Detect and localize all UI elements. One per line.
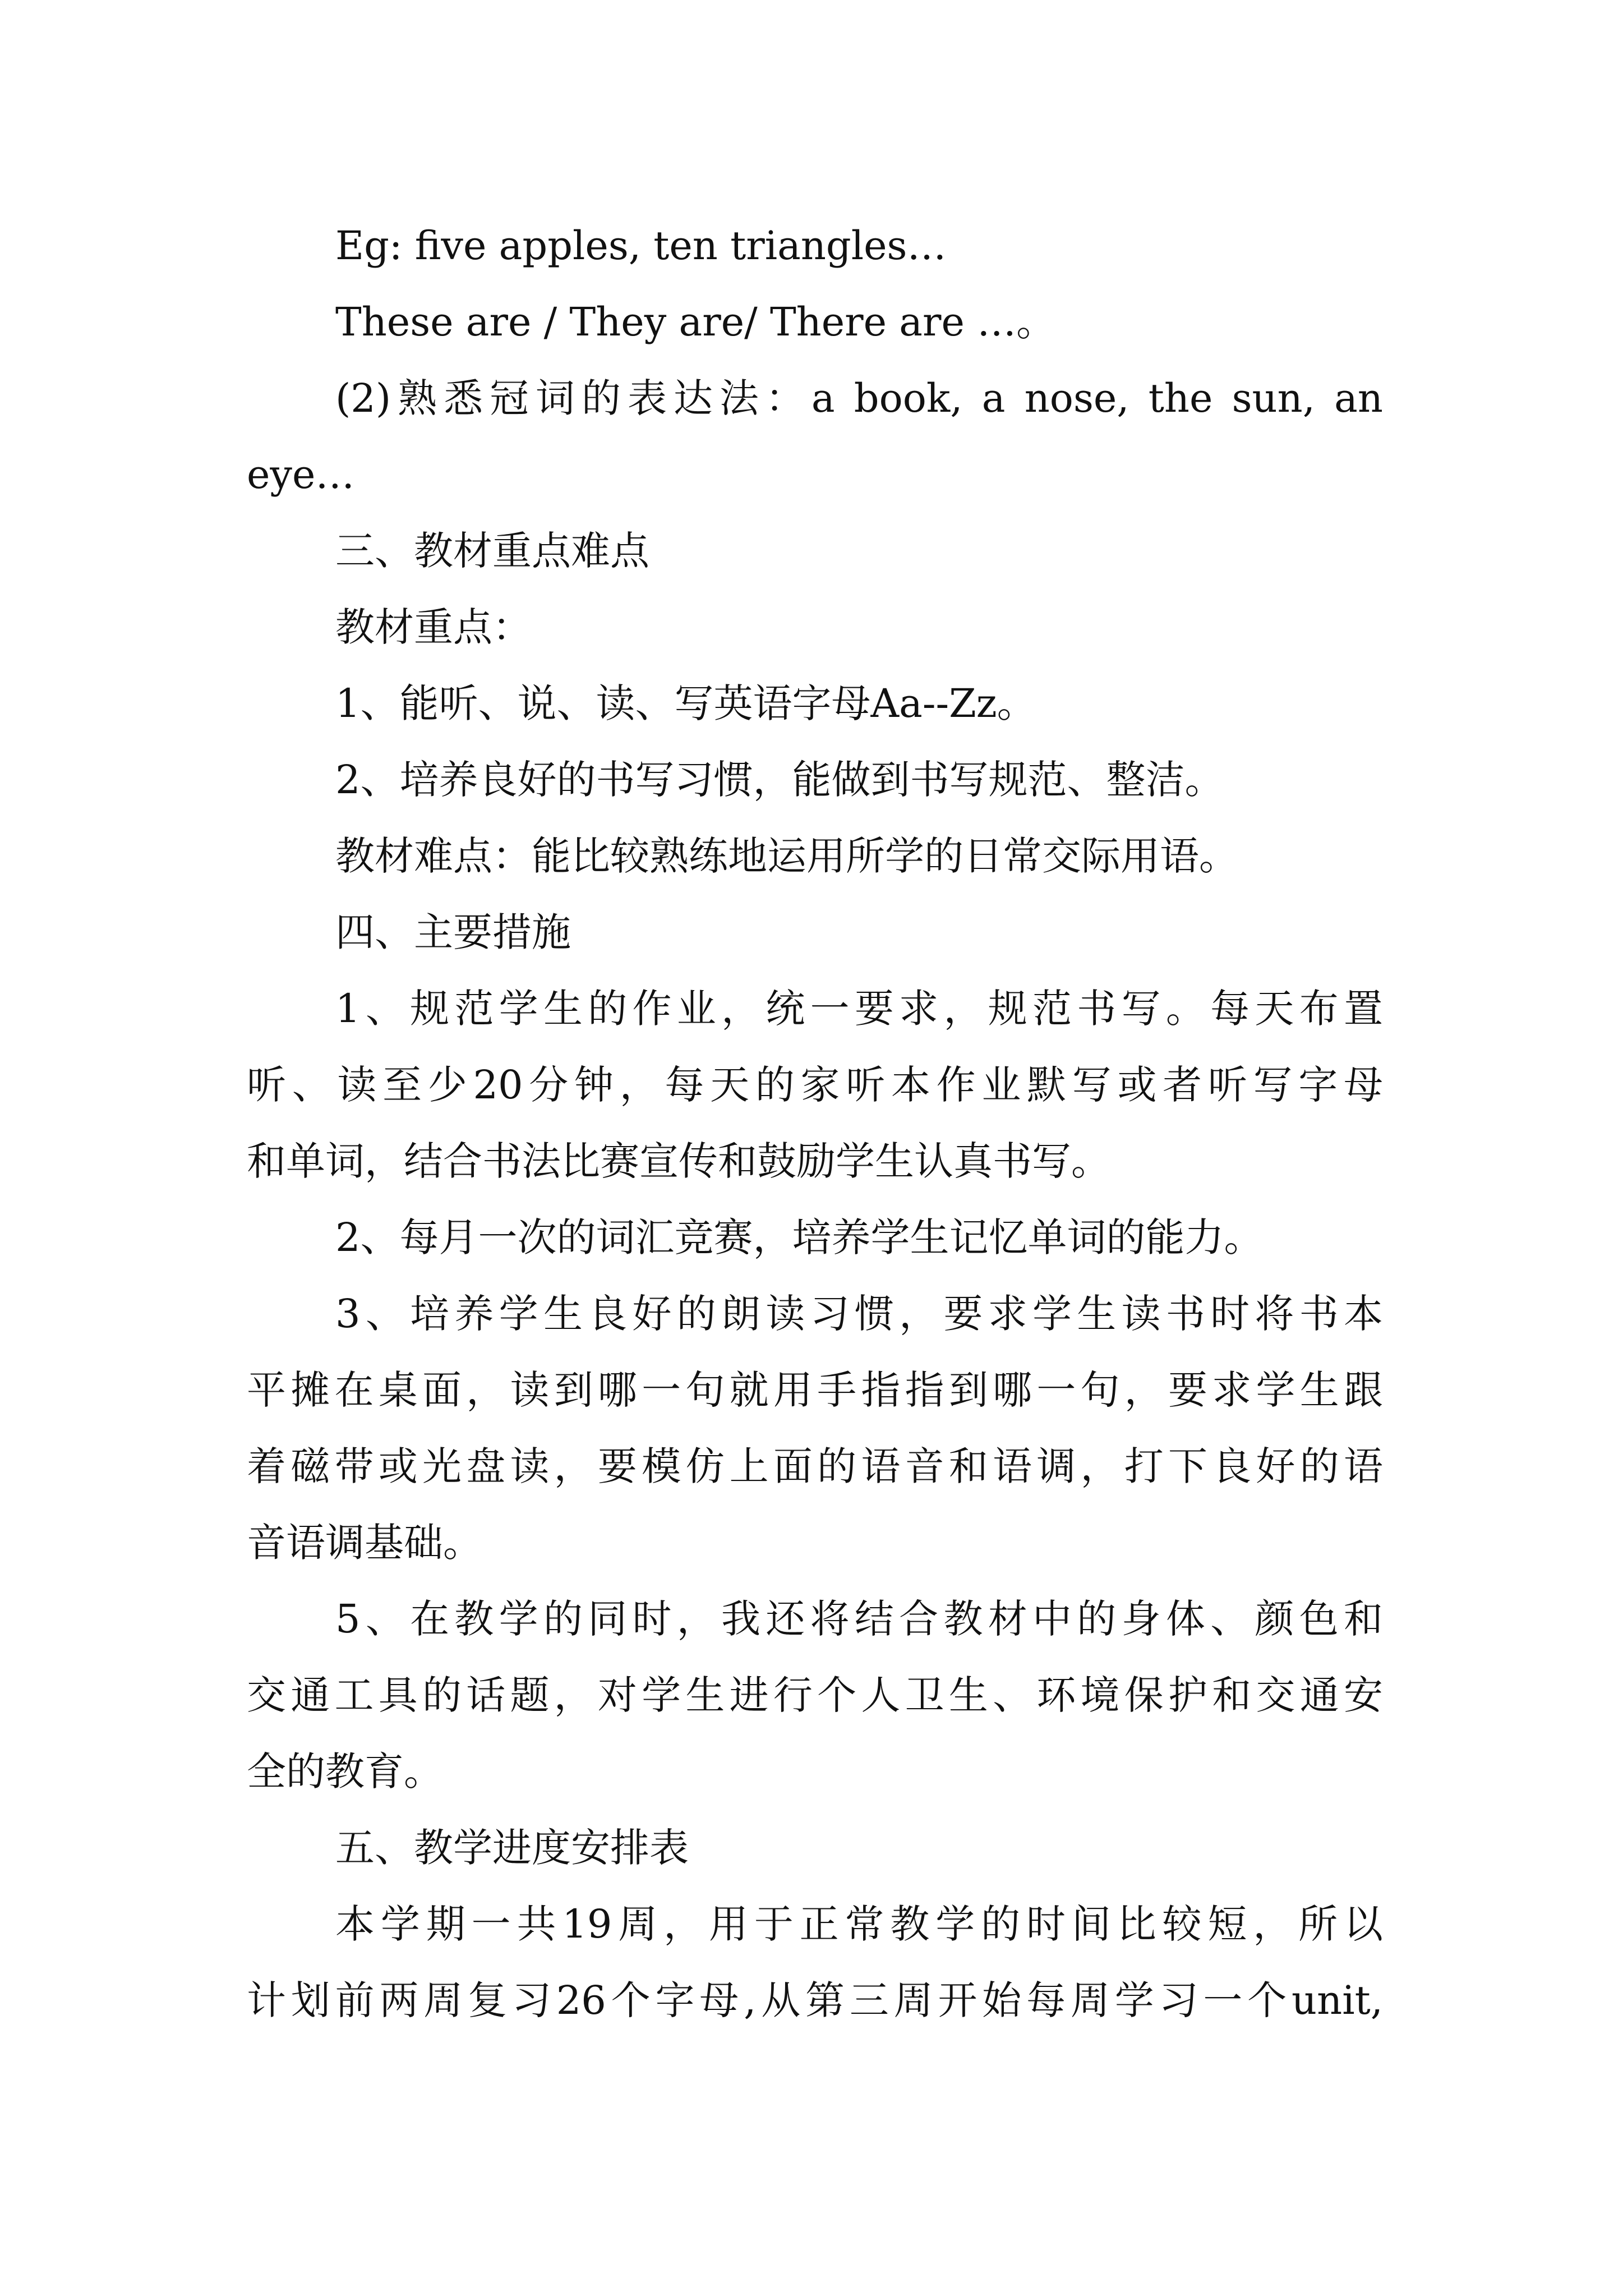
measure-3-line-2 xyxy=(0,1352,1623,1429)
text-line: 音语调基础。 xyxy=(247,1520,482,1566)
text-line: 全的教育。 xyxy=(247,1749,443,1795)
text-line: 1、能听、说、读、写英语字母Aa--Zz。 xyxy=(335,680,1036,726)
measure-3-line-4 xyxy=(0,1504,1623,1581)
text-line: 5、在教学的同时，我还将结合教材中的身体、颜色和 xyxy=(335,1596,1383,1642)
text-line: 1、规范学生的作业，统一要求，规范书写。每天布置 xyxy=(335,986,1383,1032)
measure-1-line-2 xyxy=(0,1047,1623,1124)
text-line: 2、培养良好的书写习惯，能做到书写规范、整洁。 xyxy=(335,757,1224,803)
articles-line xyxy=(0,360,1623,437)
difficult-points xyxy=(0,818,1623,895)
text-line: (2)熟悉冠词的表达法：a book, a nose, the sun, an xyxy=(335,375,1383,421)
text-line: These are / They are/ There are …。 xyxy=(335,299,1056,345)
measure-5-line-2 xyxy=(0,1657,1623,1734)
measure-1-line-3 xyxy=(0,1123,1623,1200)
key-point-2 xyxy=(0,742,1623,818)
text-line: eye… xyxy=(247,452,355,498)
section-heading: 三、教材重点难点 xyxy=(335,528,649,574)
text-line: 平摊在桌面，读到哪一句就用手指指到哪一句，要求学生跟 xyxy=(247,1367,1383,1413)
section-heading-4 xyxy=(0,894,1623,971)
section-heading-3 xyxy=(0,513,1623,590)
text-line: 听、读至少20分钟，每天的家听本作业默写或者听写字母 xyxy=(247,1062,1383,1108)
text-line: 3、培养学生良好的朗读习惯，要求学生读书时将书本 xyxy=(335,1291,1383,1337)
text-line: 本学期一共19周，用于正常教学的时间比较短，所以 xyxy=(335,1901,1383,1947)
measure-5-line-3 xyxy=(0,1733,1623,1810)
text-line: Eg: five apples, ten triangles… xyxy=(335,223,947,269)
text-line: 着磁带或光盘读，要模仿上面的语音和语调，打下良好的语 xyxy=(247,1443,1383,1489)
sentence-patterns-line xyxy=(0,284,1623,361)
text-line: 2、每月一次的词汇竞赛，培养学生记忆单词的能力。 xyxy=(335,1214,1264,1260)
section-heading: 五、教学进度安排表 xyxy=(335,1825,689,1871)
example-line xyxy=(0,208,1623,284)
measure-3-line-1 xyxy=(0,1276,1623,1352)
section-heading: 四、主要措施 xyxy=(335,909,571,955)
measure-2 xyxy=(0,1199,1623,1276)
key-points-label xyxy=(0,589,1623,666)
text-line: 教材重点： xyxy=(335,604,532,650)
text-line: 计划前两周复习26个字母,从第三周开始每周学习一个unit, xyxy=(247,1977,1383,2023)
schedule-line-1 xyxy=(0,1886,1623,1963)
measure-1-line-1 xyxy=(0,970,1623,1047)
section-heading-5 xyxy=(0,1810,1623,1887)
schedule-line-2 xyxy=(0,1962,1623,2039)
key-point-1 xyxy=(0,665,1623,742)
measure-5-line-1 xyxy=(0,1581,1623,1658)
measure-3-line-3 xyxy=(0,1428,1623,1505)
text-line: 交通工具的话题，对学生进行个人卫生、环境保护和交通安 xyxy=(247,1672,1383,1718)
text-line: 教材难点：能比较熟练地运用所学的日常交际用语。 xyxy=(335,833,1238,879)
articles-line-continued xyxy=(0,436,1623,513)
text-line: 和单词，结合书法比赛宣传和鼓励学生认真书写。 xyxy=(247,1138,1110,1184)
